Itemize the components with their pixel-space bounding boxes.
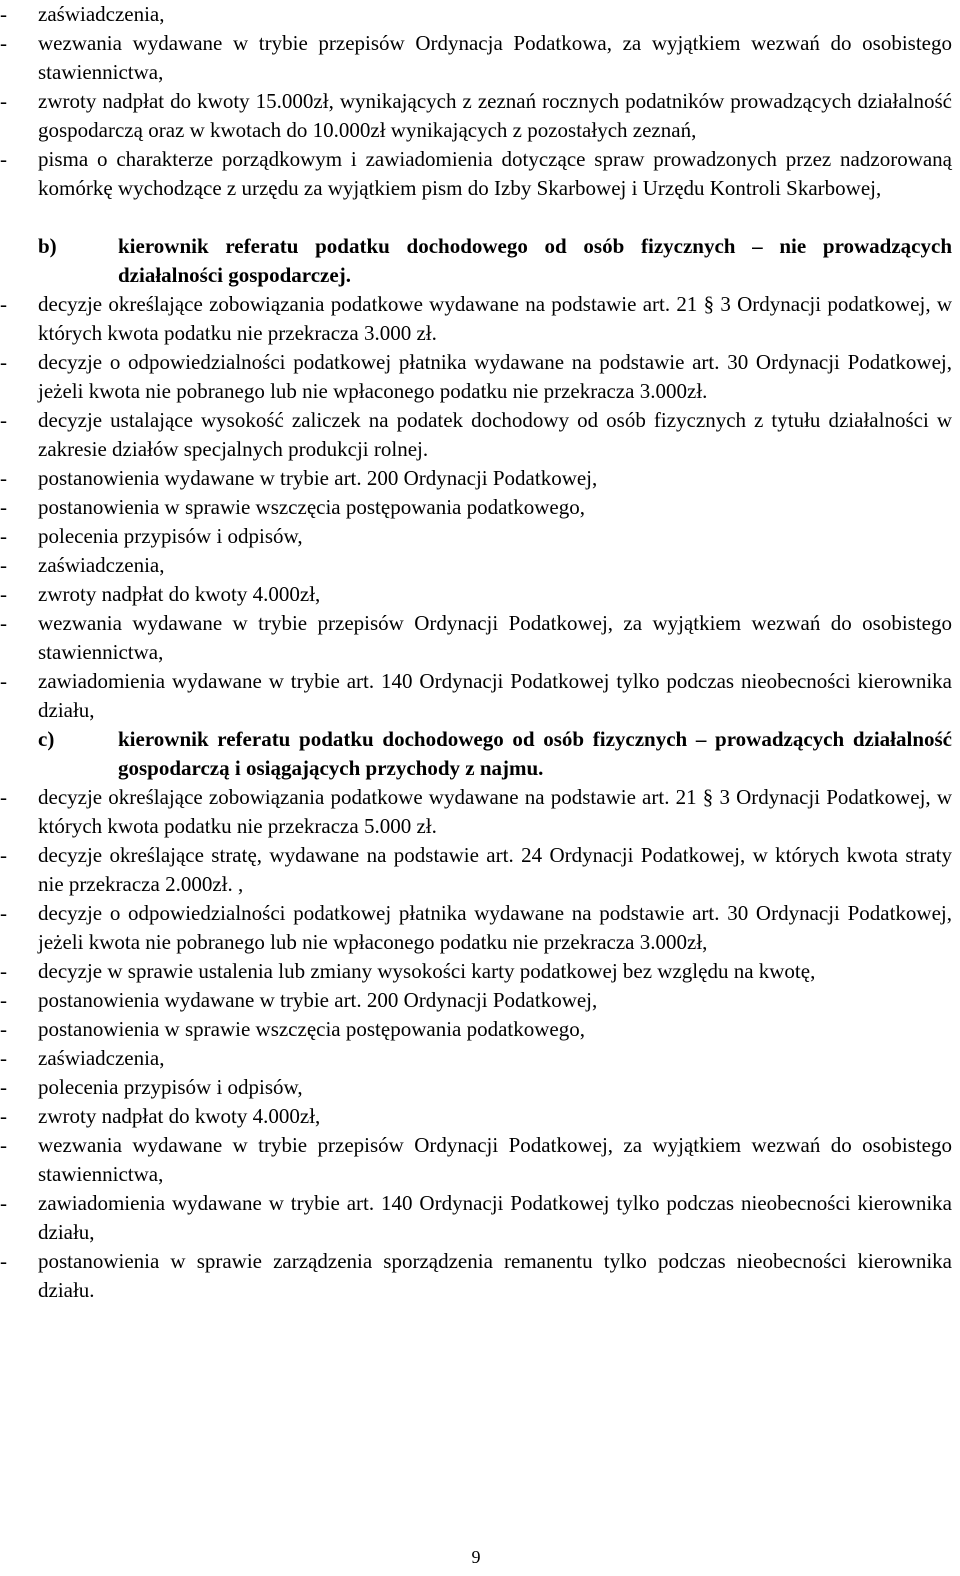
bullet-dash: - (0, 408, 7, 432)
list-item-text: decyzje o odpowiedzialności podatkowej płatnika wydawane na podstawie art. 30 Ordynacji Podatkowej, jeżeli kwota nie pobranego lub nie wpłaconego podatku nie przekracza 3.000zł. (38, 350, 952, 403)
list-item (0, 87, 952, 145)
bullet-dash: - (0, 1017, 7, 1041)
list-item (0, 1015, 952, 1044)
list-item-text: pisma o charakterze porządkowym i zawiadomienia dotyczące spraw prowadzonych przez nadzorowaną komórkę wychodzące z urzędu za wyjątkiem pism do Izby Skarbowej i Urzędu Kontroli Skarbowej, (38, 147, 952, 200)
list-item (0, 841, 952, 899)
bullet-dash: - (0, 553, 7, 577)
list-item-text: zwroty nadpłat do kwoty 4.000zł, (38, 582, 321, 606)
list-item (0, 29, 952, 87)
bullet-dash: - (0, 611, 7, 635)
bullet-dash: - (0, 495, 7, 519)
list-item (0, 783, 952, 841)
section-c-heading (0, 725, 952, 783)
list-item-text: postanowienia w sprawie wszczęcia postępowania podatkowego, (38, 1017, 585, 1041)
list-item-text: wezwania wydawane w trybie przepisów Ordynacji Podatkowej, za wyjątkiem wezwań do osobistego stawiennictwa, (38, 1133, 952, 1186)
bullet-dash: - (0, 582, 7, 606)
bullet-dash: - (0, 1075, 7, 1099)
bullet-dash: - (0, 292, 7, 316)
bullet-dash: - (0, 524, 7, 548)
list-item (0, 145, 952, 203)
list-item-text: decyzje określające stratę, wydawane na podstawie art. 24 Ordynacji Podatkowej, w których kwota straty nie przekracza 2.000zł. , (38, 843, 952, 896)
list-item (0, 609, 952, 667)
section-c-list (0, 783, 952, 1305)
list-item (0, 493, 952, 522)
bullet-dash: - (0, 785, 7, 809)
list-item (0, 1131, 952, 1189)
list-item-text: zawiadomienia wydawane w trybie art. 140 Ordynacji Podatkowej tylko podczas nieobecności kierownika działu, (38, 1191, 952, 1244)
list-item (0, 957, 952, 986)
list-item-text: zwroty nadpłat do kwoty 4.000zł, (38, 1104, 321, 1128)
list-item (0, 1073, 952, 1102)
intro-list (0, 0, 952, 203)
section-heading-text: kierownik referatu podatku dochodowego od osób fizycznych – prowadzących działalność gospodarczą i osiągających przychody z najmu. (118, 727, 952, 780)
list-item-text: zaświadczenia, (38, 2, 165, 26)
list-item (0, 290, 952, 348)
bullet-dash: - (0, 1191, 7, 1215)
list-item-text: wezwania wydawane w trybie przepisów Ordynacja Podatkowa, za wyjątkiem wezwań do osobistego stawiennictwa, (38, 31, 952, 84)
bullet-dash: - (0, 2, 7, 26)
section-b-list (0, 290, 952, 725)
section-heading-text: kierownik referatu podatku dochodowego od osób fizycznych – nie prowadzących działalności gospodarczej. (118, 234, 952, 287)
section-b-heading (0, 232, 952, 290)
bullet-dash: - (0, 843, 7, 867)
list-item-text: decyzje określające zobowiązania podatkowe wydawane na podstawie art. 21 § 3 Ordynacji podatkowej, w których kwota podatku nie przekracza 3.000 zł. (38, 292, 952, 345)
list-item (0, 667, 952, 725)
list-item (0, 406, 952, 464)
bullet-dash: - (0, 1249, 7, 1273)
list-item-text: zawiadomienia wydawane w trybie art. 140 Ordynacji Podatkowej tylko podczas nieobecności kierownika działu, (38, 669, 952, 722)
list-item-text: decyzje w sprawie ustalenia lub zmiany wysokości karty podatkowej bez względu na kwotę, (38, 959, 816, 983)
list-item (0, 464, 952, 493)
list-item-text: postanowienia w sprawie zarządzenia sporządzenia remanentu tylko podczas nieobecności kierownika działu. (38, 1249, 952, 1302)
bullet-dash: - (0, 147, 7, 171)
list-item-text: polecenia przypisów i odpisów, (38, 1075, 303, 1099)
bullet-dash: - (0, 1104, 7, 1128)
list-item (0, 580, 952, 609)
list-item-text: postanowienia w sprawie wszczęcia postępowania podatkowego, (38, 495, 585, 519)
list-item (0, 1102, 952, 1131)
list-item-text: decyzje o odpowiedzialności podatkowej płatnika wydawane na podstawie art. 30 Ordynacji Podatkowej, jeżeli kwota nie pobranego lub nie wpłaconego podatku nie przekracza 3.000zł, (38, 901, 952, 954)
list-item (0, 1247, 952, 1305)
bullet-dash: - (0, 466, 7, 490)
list-item (0, 986, 952, 1015)
section-marker: b) (38, 234, 57, 258)
list-item-text: polecenia przypisów i odpisów, (38, 524, 303, 548)
list-item (0, 522, 952, 551)
bullet-dash: - (0, 31, 7, 55)
bullet-dash: - (0, 350, 7, 374)
bullet-dash: - (0, 988, 7, 1012)
list-item (0, 1189, 952, 1247)
section-marker: c) (38, 727, 55, 751)
bullet-dash: - (0, 959, 7, 983)
bullet-dash: - (0, 901, 7, 925)
list-item (0, 1044, 952, 1073)
bullet-dash: - (0, 1046, 7, 1070)
list-item-text: postanowienia wydawane w trybie art. 200 Ordynacji Podatkowej, (38, 466, 598, 490)
list-item (0, 551, 952, 580)
bullet-dash: - (0, 669, 7, 693)
list-item-text: decyzje ustalające wysokość zaliczek na podatek dochodowy od osób fizycznych z tytułu działalności w zakresie działów specjalnych produkcji rolnej. (38, 408, 952, 461)
bullet-dash: - (0, 89, 7, 113)
list-item (0, 899, 952, 957)
list-item-text: zaświadczenia, (38, 553, 165, 577)
page-number: 9 (471, 1547, 481, 1567)
list-item-text: decyzje określające zobowiązania podatkowe wydawane na podstawie art. 21 § 3 Ordynacji Podatkowej, w których kwota podatku nie przekracza 5.000 zł. (38, 785, 952, 838)
list-item (0, 348, 952, 406)
list-item-text: postanowienia wydawane w trybie art. 200 Ordynacji Podatkowej, (38, 988, 598, 1012)
list-item-text: zaświadczenia, (38, 1046, 165, 1070)
list-item-text: wezwania wydawane w trybie przepisów Ordynacji Podatkowej, za wyjątkiem wezwań do osobistego stawiennictwa, (38, 611, 952, 664)
bullet-dash: - (0, 1133, 7, 1157)
list-item (0, 0, 952, 29)
list-item-text: zwroty nadpłat do kwoty 15.000zł, wynikających z zeznań rocznych podatników prowadzących działalność gospodarczą oraz w kwotach do 10.000zł wynikających z pozostałych zeznań, (38, 89, 952, 142)
